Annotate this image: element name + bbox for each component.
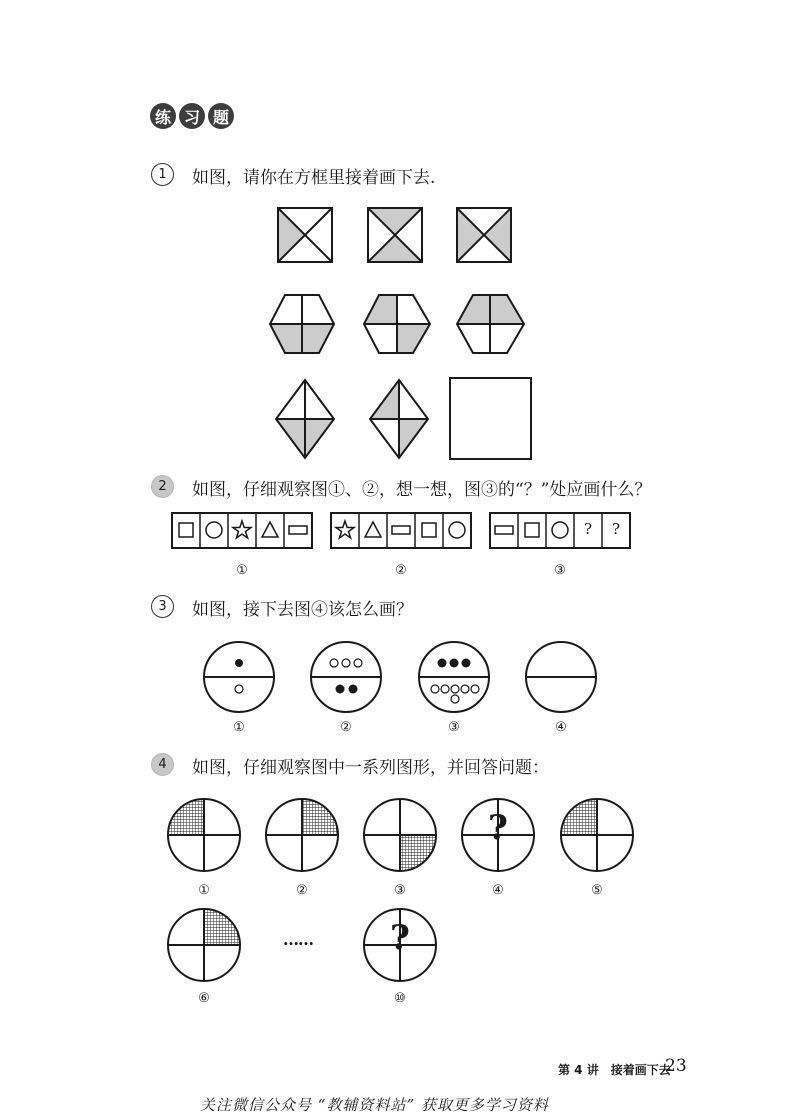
figure-label: ② <box>296 883 308 898</box>
figure-label: ③ <box>448 720 460 735</box>
figure-label: ① <box>198 883 210 898</box>
figure-label: ③ <box>554 563 566 578</box>
quarter-circle-3 <box>364 799 436 871</box>
question-number-2: 2 <box>151 475 174 498</box>
page-number: 23 <box>665 1056 687 1076</box>
ellipsis: …… <box>283 930 313 949</box>
question-2-text: 如图，仔细观察图①、②，想一想，图③的“？”处应画什么？ <box>192 480 652 500</box>
figure-label: ⑩ <box>394 991 406 1006</box>
section-title-char: 练 <box>150 103 176 129</box>
figure-label: ④ <box>492 883 504 898</box>
question-1-text: 如图，请你在方框里接着画下去. <box>192 168 436 188</box>
quarter-circle-1 <box>168 799 240 871</box>
quarter-circle-5 <box>561 799 633 871</box>
figure-label: ⑥ <box>198 991 210 1006</box>
section-title-char: 习 <box>179 103 205 129</box>
chapter-footer: 第 4 讲 接着画下去 <box>558 1063 671 1077</box>
figure-label: ④ <box>555 720 567 735</box>
quarter-circle-2 <box>266 799 338 871</box>
question-mark: ? <box>611 520 621 538</box>
figure-label: ⑤ <box>591 883 603 898</box>
question-4-text: 如图，仔细观察图中一系列图形，并回答问题： <box>192 758 549 778</box>
question-number-3: 3 <box>151 595 174 618</box>
question-number-1: 1 <box>151 163 174 186</box>
section-title-char: 题 <box>208 103 234 129</box>
question-mark: ? <box>390 918 410 958</box>
figure-label: ② <box>395 563 407 578</box>
question-3-text: 如图，接下去图④该怎么画？ <box>192 600 413 620</box>
watermark-note: 关注微信公众号 “教辅资料站” 获取更多学习资料 <box>200 1096 549 1114</box>
quarter-circle-6 <box>168 909 240 981</box>
figure-label: ② <box>340 720 352 735</box>
question-mark: ? <box>583 520 593 538</box>
figure-label: ③ <box>394 883 406 898</box>
figure-label: ① <box>236 563 248 578</box>
question-mark: ? <box>488 808 508 848</box>
question-number-4: 4 <box>151 753 174 776</box>
figure-label: ① <box>233 720 245 735</box>
